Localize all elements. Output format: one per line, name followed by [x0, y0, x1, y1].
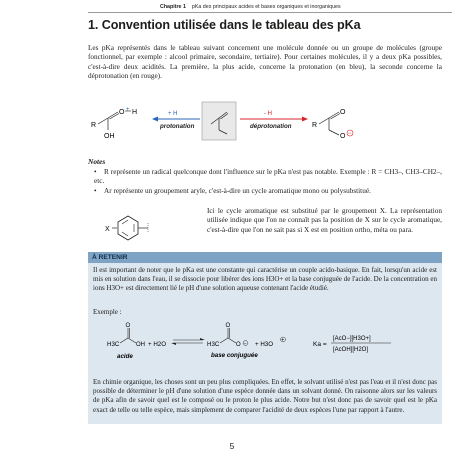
sign-plus-left: +	[126, 107, 130, 113]
base-label: base conjuguée	[211, 352, 258, 359]
atom-o-left: O	[119, 109, 125, 116]
intro-paragraph: Les pKa représentés dans le tableau suivant concernent une molécule donnée ou un groupe de molécules (groupe fonctionnel, par exemple : alcool primaire, secondaire, tertiaire). Pour certaines molécules, il y a deux pKa possibles, c'est-à-dire deux acidités. La première, la plus acide, concerne la protonation (en bleu), la seconde concerne la déprotonation (en rouge).	[88, 44, 442, 81]
base-o-minus: O	[236, 342, 241, 348]
section-title: 1. Convention utilisée dans le tableau des pKa	[88, 18, 361, 32]
note-text: R représente un radical quelconque dont l'influence sur le pKa n'est pas notable. Exemple : R = CH3–, CH3–CH2–, etc.	[94, 168, 442, 186]
acid-oh: OH	[136, 342, 145, 348]
hydronium-term: + H3O	[255, 341, 274, 348]
ka-expression	[313, 336, 391, 353]
aryl-x-structure	[104, 210, 202, 246]
atom-r-right: R	[312, 122, 318, 129]
acid-o-top: O	[125, 323, 131, 329]
notes-title: Notes	[88, 157, 106, 166]
base-h3c: H3C	[207, 341, 220, 348]
base-o-top: O	[225, 323, 231, 329]
note-item-r	[94, 168, 442, 187]
protonation-arrow-top: + H	[168, 111, 178, 117]
protonation-deprotonation-scheme	[88, 100, 442, 152]
acid-label: acide	[117, 353, 133, 360]
note-item-ar	[94, 187, 442, 196]
chapter-subtitle: pKa des principaux acides et bases organiques et inorganiques	[191, 4, 341, 10]
example-label: Exemple :	[93, 308, 122, 316]
ka-numerator: [AcO−][H3O+]	[333, 336, 371, 342]
hydronium-plus-sign: +	[281, 337, 285, 344]
aryl-paragraph: Ici le cycle aromatique est substitué par le groupement X. La représentation utilisée indique que l'on ne connaît pas la position de X sur le cycle aromatique, c'est-à-dire que l'on ne sait pas si X est en position ortho, méta ou para.	[207, 207, 442, 234]
acid-h3c: H3C	[107, 341, 120, 348]
page-number: 5	[229, 441, 235, 451]
atom-o-right-bottom: O	[340, 133, 346, 140]
atom-r-left: R	[91, 122, 97, 129]
chapter-label: Chapitre 1	[160, 4, 186, 10]
aryl-x-label: X	[105, 226, 110, 233]
base-minus-sign: −	[243, 341, 247, 347]
acetic-acid-structure	[107, 323, 145, 360]
atom-h-left: H	[132, 109, 138, 116]
deprotonation-label: déprotonation	[250, 123, 292, 130]
equilibrium-arrow	[171, 338, 205, 345]
deprotonation-arrow-top: - H	[264, 111, 272, 117]
water-term: + H2O	[148, 341, 167, 348]
ka-denominator: [AcOH][H2O]	[333, 347, 369, 353]
retenir-title: À RETENIR	[92, 253, 128, 261]
sign-minus-right: −	[347, 131, 352, 138]
retenir-header-bar	[88, 252, 442, 263]
protonated-acid-structure	[91, 107, 137, 140]
atom-oh-left: OH	[104, 133, 115, 140]
acetic-acid-equation	[93, 318, 437, 370]
atom-o-right-top: O	[340, 109, 346, 116]
deprotonation-arrow	[240, 111, 308, 130]
acetate-structure	[207, 323, 258, 359]
bullet-icon: •	[94, 187, 97, 195]
ka-lhs: Ka =	[313, 341, 327, 348]
note-text: Ar représente un groupement aryle, c'est-à-dire un cycle aromatique mono ou polysubstitué.	[104, 187, 371, 195]
carboxylate-structure	[312, 109, 353, 140]
bullet-icon: •	[94, 168, 97, 176]
protonation-label: protonation	[160, 123, 195, 130]
running-header	[160, 4, 450, 10]
protonation-arrow	[152, 111, 200, 130]
retenir-paragraph-2: En chimie organique, les choses sont un peu plus compliquées. En effet, le solvant utilisé n'est pas l'eau et il n'est donc pas possible de déterminer le pH d'une solution d'une espèce donnée dans un solvant donné. On raisonne alors sur les valeurs de pKa afin de savoir quel est le composé ou le proton le plus acide. Notre but n'est donc pas de savoir quel est le pKa exact de telle ou telle espèce, mais simplement de comparer l'acidité de deux espèces l'une par rapport à l'autre.	[93, 378, 437, 414]
retenir-paragraph-1: Il est important de noter que le pKa est une constante qui caractérise un couple acido-basique. En fait, lorsqu'un acide est mis en solution dans l'eau, il se dissocie pour libérer des ions H3O+ et la base conjuguée de l'acide. De la concentration en ions H3O+ est directement lié le pH d'une solution aqueuse contenant l'acide étudié.	[93, 266, 437, 293]
header-rule	[88, 12, 452, 13]
